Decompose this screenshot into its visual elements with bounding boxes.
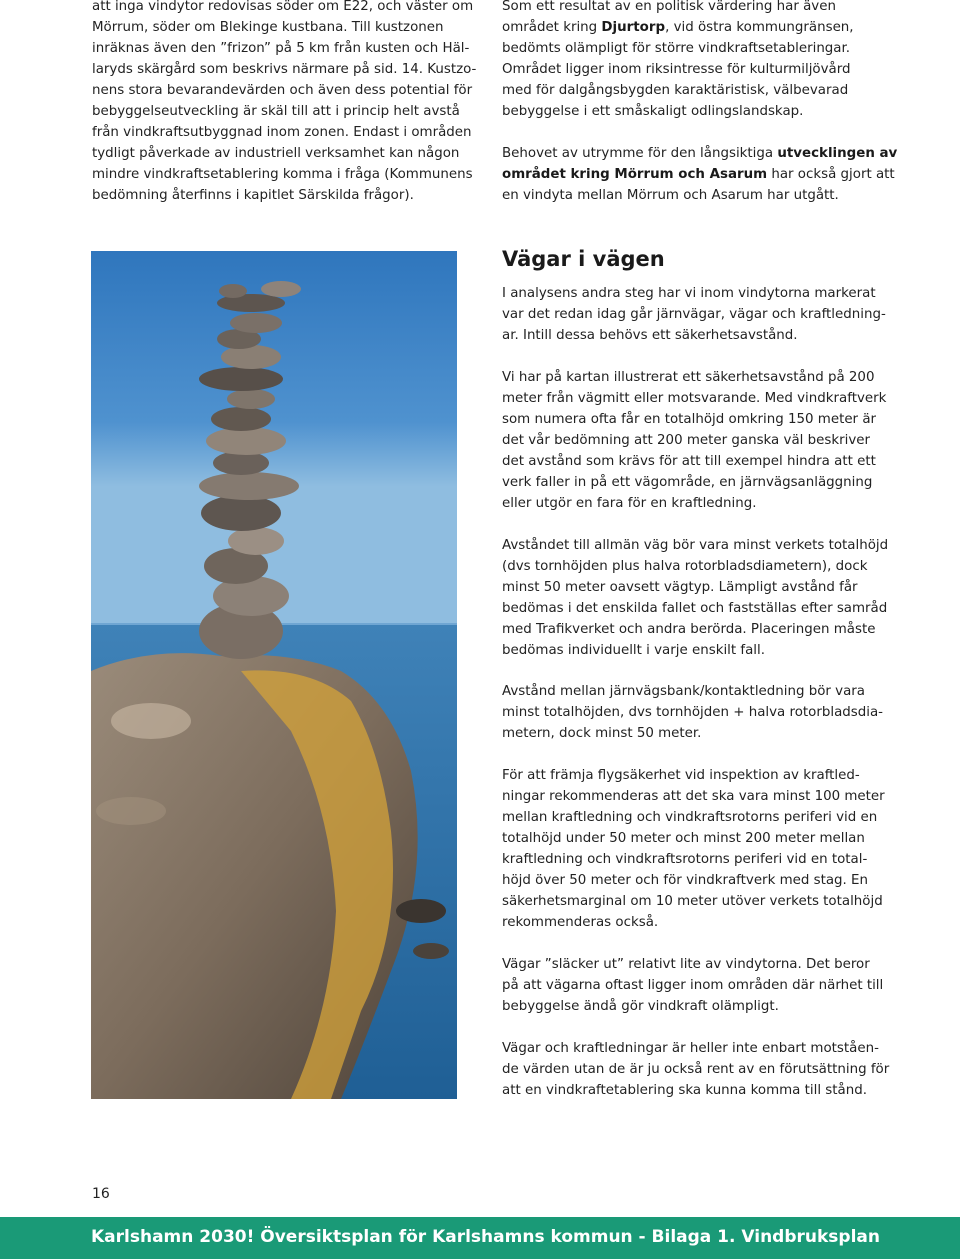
text-line: mellan kraftledning och vindkraftsrotorns periferi vid en xyxy=(502,810,878,825)
text-line: bebyggelseutveckling är skäl till att i princip helt avstå xyxy=(92,104,460,119)
text-line: det vår bedömning att 200 meter ganska väl beskriver xyxy=(502,433,870,448)
text-line: att en vindkraftetablering ska kunna komma till stånd. xyxy=(502,1083,867,1098)
section-heading: Vägar i vägen xyxy=(502,247,665,271)
text-line: bedömts olämpligt för större vindkraftsetableringar. xyxy=(502,41,851,56)
text-line: de värden utan de är ju också rent av en förutsättning för xyxy=(502,1062,890,1077)
text-line: Som ett resultat av en politisk värdering har även xyxy=(502,0,836,14)
text-line: området kring Djurtorp, vid östra kommungränsen, xyxy=(502,20,854,35)
text-line: Mörrum, söder om Blekinge kustbana. Till kustzonen xyxy=(92,20,444,35)
footer-title: Karlshamn 2030! Översiktsplan för Karlshamns kommun - Bilaga 1. Vindbruksplan xyxy=(91,1227,880,1247)
text-line: på att vägarna oftast ligger inom områden där närhet till xyxy=(502,978,884,993)
text-line: metern, dock minst 50 meter. xyxy=(502,726,702,741)
page-number: 16 xyxy=(92,1186,110,1202)
text-line: I analysens andra steg har vi inom vindytorna markerat xyxy=(502,286,876,301)
text-line: ningar rekommenderas att det ska vara minst 100 meter xyxy=(502,789,885,804)
text-line: bebyggelse i ett småskaligt odlingslandskap. xyxy=(502,104,804,119)
place-name-djurtorp: Djurtorp xyxy=(601,20,666,35)
text-line: en vindyta mellan Mörrum och Asarum har utgått. xyxy=(502,188,839,203)
text-line: bedömas individuellt i varje enskilt fall. xyxy=(502,643,766,658)
text-line: (dvs tornhöjden plus halva rotorbladsdiametern), dock xyxy=(502,559,868,574)
text-line: säkerhetsmarginal om 10 meter utöver verkets totalhöjd xyxy=(502,894,883,909)
text-line: bedömning återfinns i kapitlet Särskilda frågor). xyxy=(92,188,414,203)
text-line: som numera ofta får en totalhöjd omkring 150 meter är xyxy=(502,412,877,427)
emphasis-text: området kring Mörrum och Asarum xyxy=(502,167,768,182)
text-line: med för dalgångsbygden karaktäristisk, välbevarad xyxy=(502,83,849,98)
text-line: inräknas även den ”frizon” på 5 km från kusten och Häl- xyxy=(92,41,470,56)
text-line: bebyggelse ändå gör vindkraft olämpligt. xyxy=(502,999,779,1014)
text-line: rekommenderas också. xyxy=(502,915,659,930)
text-line: ar. Intill dessa behövs ett säkerhetsavstånd. xyxy=(502,328,798,343)
text-line: Avstånd mellan järnvägsbank/kontaktledning bör vara xyxy=(502,684,866,699)
text-line: Området ligger inom riksintresse för kulturmiljövård xyxy=(502,62,851,77)
text-line: var det redan idag går järnvägar, vägar och kraftledning- xyxy=(502,307,886,322)
text-line: nens stora bevarandevärden och även dess potential för xyxy=(92,83,473,98)
text-line: totalhöjd under 50 meter och minst 200 meter mellan xyxy=(502,831,865,846)
stone-cairn-image xyxy=(91,251,457,1099)
text-line: att inga vindytor redovisas söder om E22, och väster om xyxy=(92,0,474,14)
text-line: mindre vindkraftsetablering komma i fråga (Kommunens xyxy=(92,167,473,182)
text-line: meter från vägmitt eller motsvarande. Med vindkraftverk xyxy=(502,391,887,406)
text-line: med Trafikverket och andra berörda. Placeringen måste xyxy=(502,622,876,637)
text-line: bedömas i det enskilda fallet och fastställas efter samråd xyxy=(502,601,888,616)
text-line: Avståndet till allmän väg bör vara minst verkets totalhöjd xyxy=(502,538,889,553)
cairn-photo xyxy=(91,251,457,1099)
text-line: minst 50 meter oavsett vägtyp. Lämpligt avstånd får xyxy=(502,580,858,595)
text-line: tydligt påverkade av industriell verksamhet kan någon xyxy=(92,146,460,161)
text-line: minst totalhöjden, dvs tornhöjden + halva rotorbladsdia- xyxy=(502,705,884,720)
text-line: eller utgör en fara för en kraftledning. xyxy=(502,496,757,511)
emphasis-text: utvecklingen av xyxy=(777,146,898,161)
text-line: kraftledning och vindkraftsrotorns periferi vid en total- xyxy=(502,852,868,867)
text-line: från vindkraftsutbyggnad inom zonen. Endast i områden xyxy=(92,125,472,140)
footer-banner xyxy=(0,1217,960,1259)
text-line: området kring Mörrum och Asarum har också gjort att xyxy=(502,167,895,182)
text-line: Vägar och kraftledningar är heller inte enbart motståen- xyxy=(502,1041,879,1056)
text-line: laryds skärgård som beskrivs närmare på sid. 14. Kustzo- xyxy=(92,62,477,77)
text-line: höjd över 50 meter och för vindkraftverk med stag. En xyxy=(502,873,869,888)
text-line: Vägar ”släcker ut” relativt lite av vindytorna. Det beror xyxy=(502,957,870,972)
text-line: För att främja flygsäkerhet vid inspektion av kraftled- xyxy=(502,768,860,783)
text-line: Vi har på kartan illustrerat ett säkerhetsavstånd på 200 xyxy=(502,370,875,385)
text-line: verk faller in på ett vägområde, en järnvägsanläggning xyxy=(502,475,873,490)
text-line: det avstånd som krävs för att till exempel hindra att ett xyxy=(502,454,876,469)
text-line: Behovet av utrymme för den långsiktiga utvecklingen av xyxy=(502,146,898,161)
